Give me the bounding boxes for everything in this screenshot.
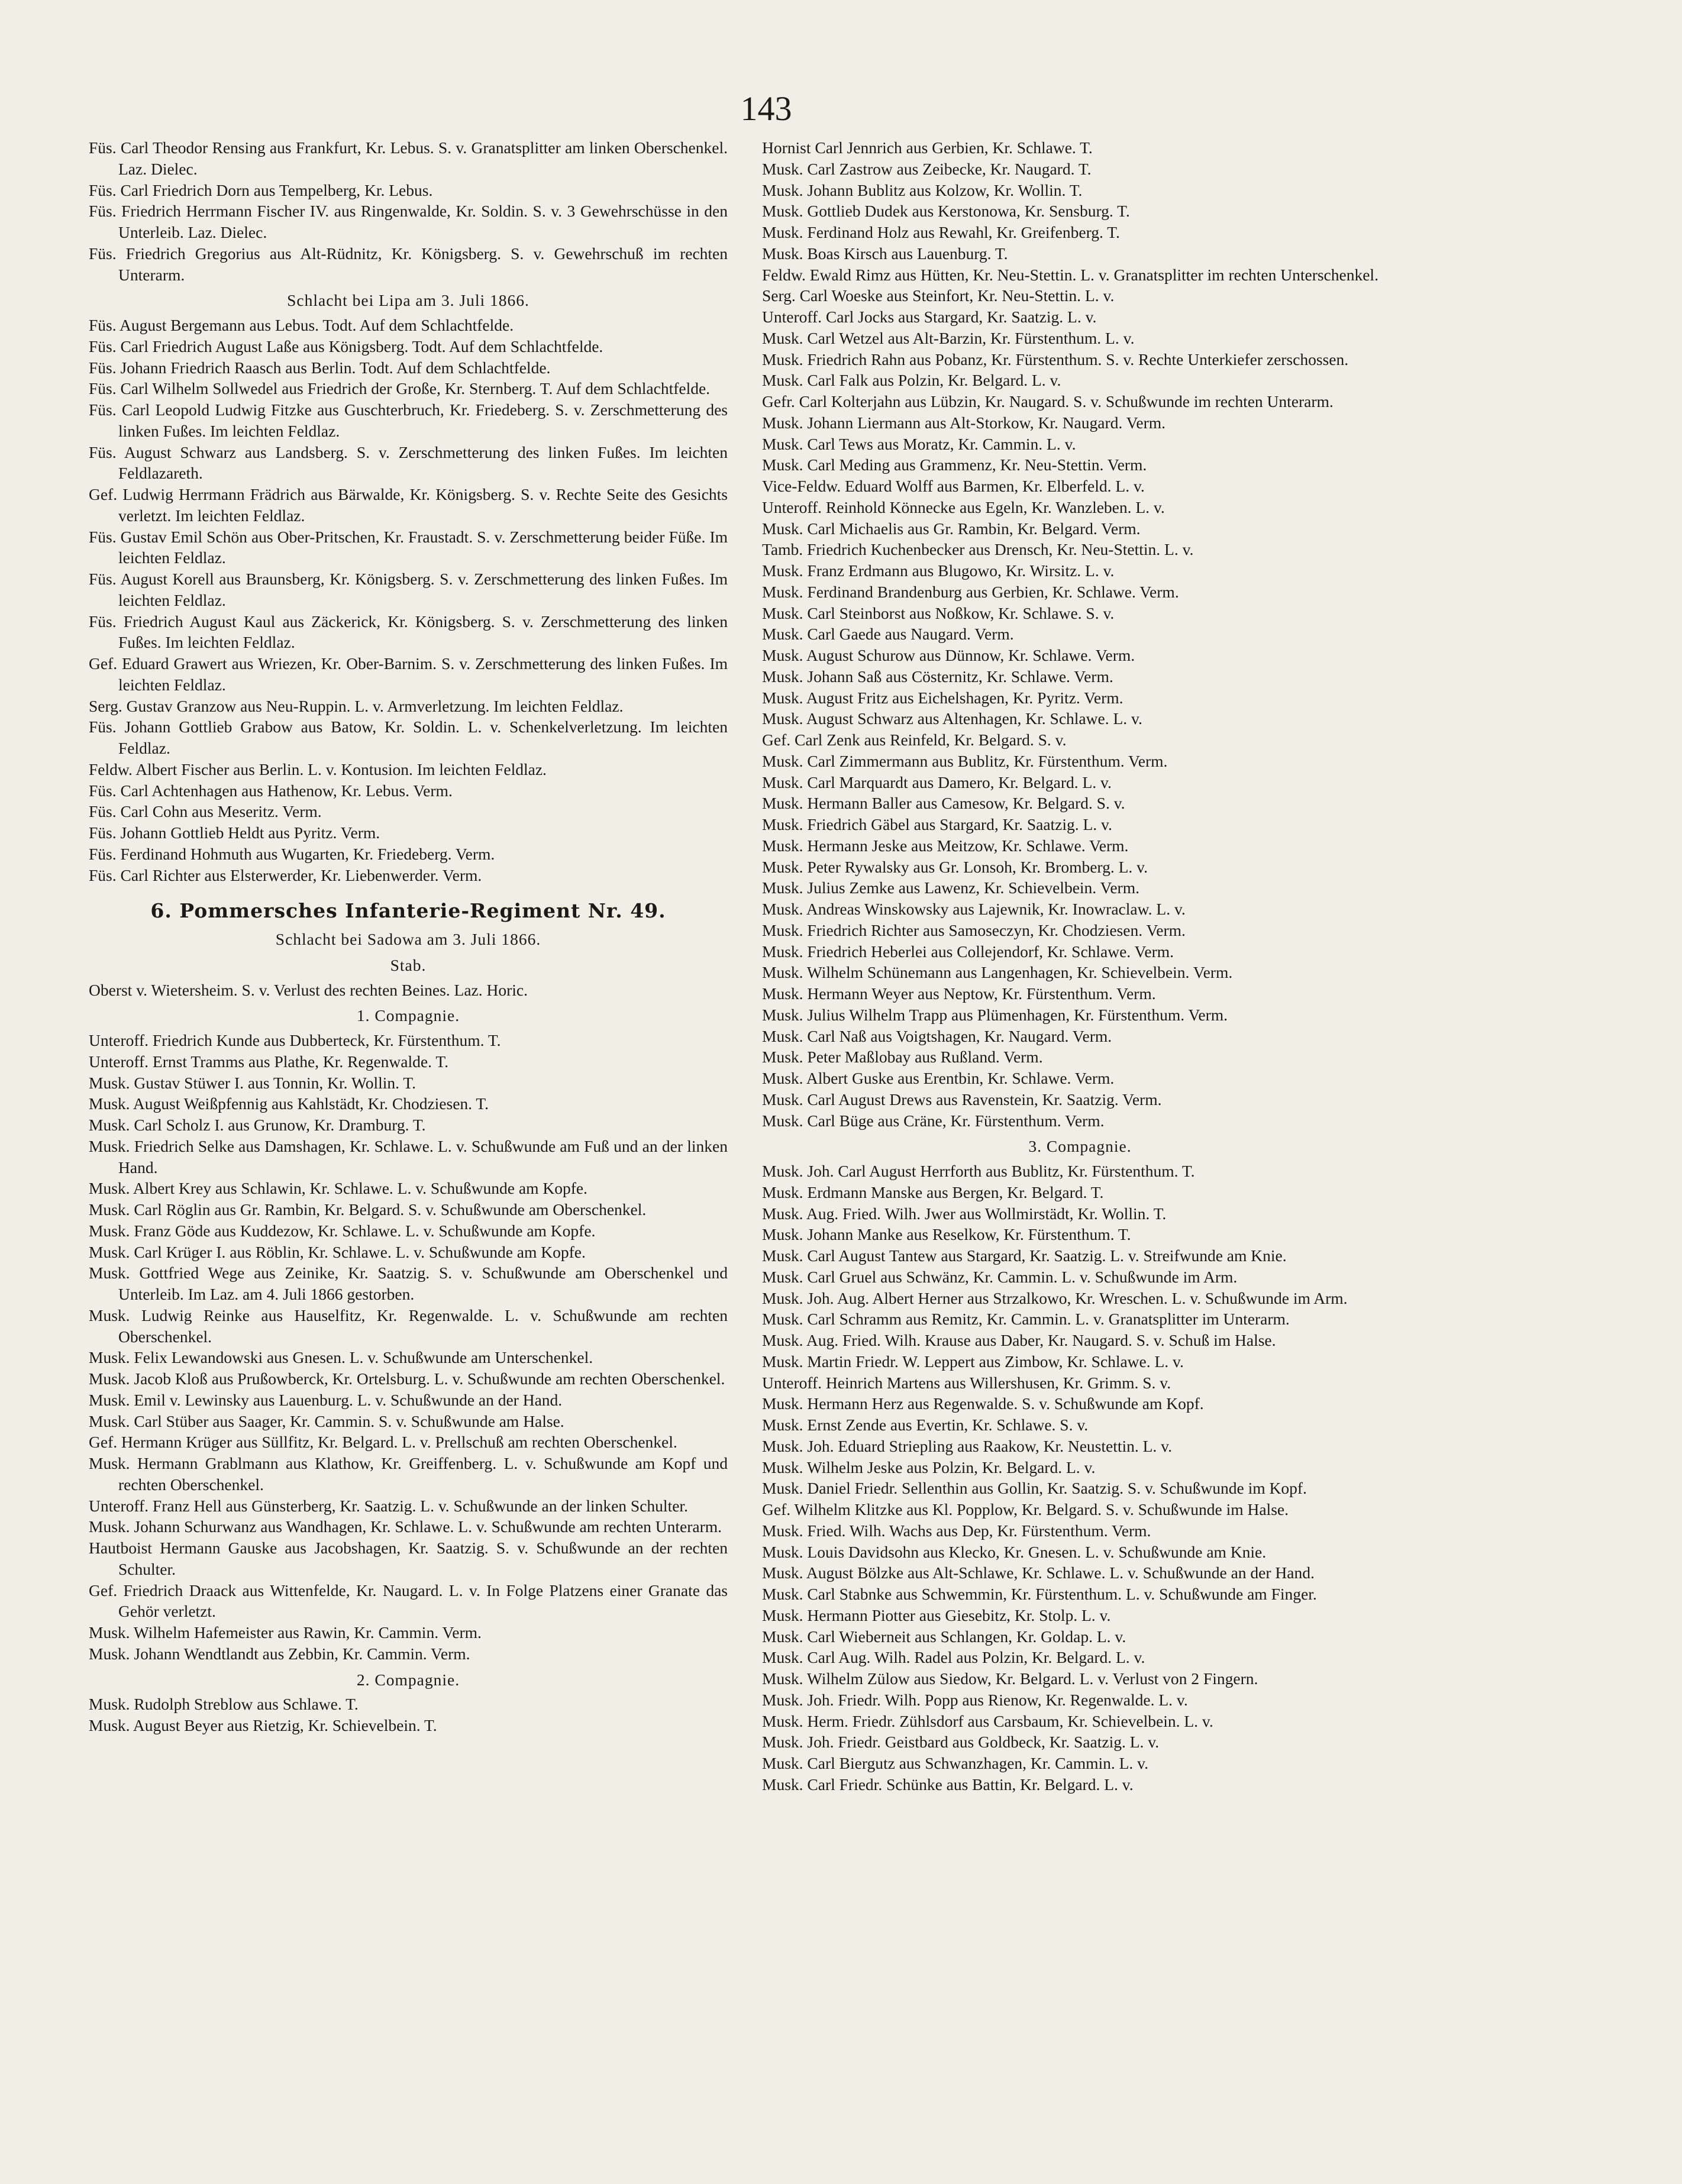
list-item: Musk. Wilhelm Jeske aus Polzin, Kr. Belgard. L. v. (762, 1458, 1096, 1477)
list-item: Musk. Friedrich Heberlei aus Collejendorf, Kr. Schlawe. Verm. (762, 942, 1174, 961)
list-item: Vice-Feldw. Eduard Wolff aus Barmen, Kr. Elberfeld. L. v. (762, 477, 1145, 495)
list-item: Musk. Carl Zastrow aus Zeibecke, Kr. Naugard. T. (762, 159, 1092, 178)
list-item: Musk. Carl Zimmermann aus Bublitz, Kr. Fürstenthum. Verm. (762, 751, 1168, 770)
list-item: Füs. Carl Cohn aus Meseritz. Verm. (89, 802, 322, 821)
list-item: Füs. Johann Gottlieb Grabow aus Batow, Kr. Soldin. L. v. Schenkelverletzung. Im leichten Feldlaz. (89, 718, 728, 757)
list-item: Musk. Carl Marquardt aus Damero, Kr. Belgard. L. v. (762, 773, 1112, 791)
list-item: Musk. Carl Scholz I. aus Grunow, Kr. Dramburg. T. (89, 1116, 426, 1135)
list-item: Musk. Wilhelm Schünemann aus Langenhagen, Kr. Schievelbein. Verm. (762, 963, 1233, 982)
list-item: Gef. Ludwig Herrmann Frädrich aus Bärwalde, Kr. Königsberg. S. v. Rechte Seite des Gesichts verletzt. Im leichten Feldlaz. (89, 485, 728, 525)
section-heading: Stab. (390, 955, 427, 974)
list-item: Musk. Herm. Friedr. Zühlsdorf aus Carsbaum, Kr. Schievelbein. L. v. (762, 1711, 1213, 1730)
list-item: Musk. Carl August Drews aus Ravenstein, Kr. Saatzig. Verm. (762, 1090, 1162, 1109)
list-item: Füs. Ferdinand Hohmuth aus Wugarten, Kr. Friedeberg. Verm. (89, 844, 495, 863)
list-item: Musk. Julius Zemke aus Lawenz, Kr. Schievelbein. Verm. (762, 878, 1139, 897)
list-item: Musk. Peter Rywalsky aus Gr. Lonsoh, Kr. Bromberg. L. v. (762, 857, 1148, 876)
list-item: Tamb. Friedrich Kuchenbecker aus Drensch, Kr. Neu-Stettin. L. v. (762, 540, 1194, 559)
list-item: Musk. Hermann Weyer aus Neptow, Kr. Fürstenthum. Verm. (762, 984, 1156, 1003)
list-item: Musk. Hermann Herz aus Regenwalde. S. v. Schußwunde am Kopf. (762, 1394, 1204, 1413)
list-item: Füs. Friedrich Herrmann Fischer IV. aus Ringenwalde, Kr. Soldin. S. v. 3 Gewehrschüsse in den Unterleib. Laz. Dielec. (89, 202, 728, 241)
section-heading: 3. Compagnie. (1028, 1137, 1132, 1156)
list-item: Hautboist Hermann Gauske aus Jacobshagen, Kr. Saatzig. S. v. Schußwunde an der rechten Schulter. (89, 1539, 728, 1578)
list-item: Musk. August Weißpfennig aus Kahlstädt, Kr. Chodziesen. T. (89, 1094, 489, 1113)
list-item: Musk. Carl Schramm aus Remitz, Kr. Cammin. L. v. Granatsplitter im Unterarm. (762, 1310, 1290, 1329)
list-item: Unteroff. Franz Hell aus Günsterberg, Kr. Saatzig. L. v. Schußwunde an der linken Schulter. (89, 1496, 688, 1515)
list-item: Unteroff. Ernst Tramms aus Plathe, Kr. Regenwalde. T. (89, 1052, 448, 1071)
list-item: Musk. Gottfried Wege aus Zeinike, Kr. Saatzig. S. v. Schußwunde am Oberschenkel und Unterleib. Im Laz. am 4. Juli 1866 gestorben. (89, 1264, 728, 1304)
section-heading: Schlacht bei Lipa am 3. Juli 1866. (287, 291, 530, 310)
list-item: Musk. Daniel Friedr. Sellenthin aus Gollin, Kr. Saatzig. S. v. Schußwunde im Kopf. (762, 1479, 1307, 1498)
list-item: Serg. Gustav Granzow aus Neu-Ruppin. L. v. Armverletzung. Im leichten Feldlaz. (89, 696, 624, 715)
list-item: Musk. Felix Lewandowski aus Gnesen. L. v. Schußwunde am Unterschenkel. (89, 1348, 593, 1367)
list-item: Musk. Carl Falk aus Polzin, Kr. Belgard. L. v. (762, 371, 1061, 390)
list-item: Füs. Johann Gottlieb Heldt aus Pyritz. Verm. (89, 823, 380, 842)
list-item: Musk. Jacob Kloß aus Prußowberck, Kr. Ortelsburg. L. v. Schußwunde am rechten Oberschenkel. (89, 1369, 725, 1388)
list-item: Füs. Carl Richter aus Elsterwerder, Kr. Liebenwerder. Verm. (89, 865, 482, 884)
right-column (762, 137, 1398, 1795)
list-item: Füs. Carl Theodor Rensing aus Frankfurt, Kr. Lebus. S. v. Granatsplitter am linken Oberschenkel. Laz. Dielec. (89, 138, 728, 178)
list-item: Musk. Johann Bublitz aus Kolzow, Kr. Wollin. T. (762, 180, 1083, 199)
list-item: Musk. Carl Krüger I. aus Röblin, Kr. Schlawe. L. v. Schußwunde am Kopfe. (89, 1242, 586, 1261)
list-item: Füs. August Korell aus Braunsberg, Kr. Königsberg. S. v. Zerschmetterung des linken Fußes. Im leichten Feldlaz. (89, 570, 728, 609)
section-heading: Schlacht bei Sadowa am 3. Juli 1866. (275, 930, 541, 949)
list-item: Unteroff. Heinrich Martens aus Willershusen, Kr. Grimm. S. v. (762, 1373, 1171, 1392)
list-item: Füs. Friedrich August Kaul aus Zäckerick, Kr. Königsberg. S. v. Zerschmetterung des linken Fußes. Im leichten Feldlaz. (89, 612, 728, 652)
list-item: Füs. Friedrich Gregorius aus Alt-Rüdnitz, Kr. Königsberg. S. v. Gewehrschuß im rechten Unterarm. (89, 244, 728, 284)
list-item: Musk. Hermann Jeske aus Meitzow, Kr. Schlawe. Verm. (762, 836, 1129, 855)
list-item: Musk. Carl Tews aus Moratz, Kr. Cammin. L. v. (762, 434, 1076, 453)
list-item: Musk. Johann Saß aus Cösternitz, Kr. Schlawe. Verm. (762, 667, 1113, 686)
list-item: Musk. Andreas Winskowsky aus Lajewnik, Kr. Inowraclaw. L. v. (762, 900, 1186, 918)
list-item: Musk. Hermann Baller aus Camesow, Kr. Belgard. S. v. (762, 794, 1125, 813)
list-item: Musk. Albert Guske aus Erentbin, Kr. Schlawe. Verm. (762, 1069, 1115, 1087)
list-item: Musk. Joh. Carl August Herrforth aus Bublitz, Kr. Fürstenthum. T. (762, 1162, 1195, 1180)
list-item: Unteroff. Friedrich Kunde aus Dubberteck, Kr. Fürstenthum. T. (89, 1031, 501, 1050)
list-item: Musk. Ferdinand Holz aus Rewahl, Kr. Greifenberg. T. (762, 223, 1120, 241)
list-item: Gef. Wilhelm Klitzke aus Kl. Popplow, Kr. Belgard. S. v. Schußwunde im Halse. (762, 1500, 1289, 1519)
list-item: Musk. Carl Biergutz aus Schwanzhagen, Kr. Cammin. L. v. (762, 1754, 1149, 1772)
list-item: Musk. Emil v. Lewinsky aus Lauenburg. L. v. Schußwunde an der Hand. (89, 1390, 563, 1409)
left-column (89, 137, 728, 1736)
list-item: Musk. Carl Naß aus Voigtshagen, Kr. Naugard. Verm. (762, 1026, 1112, 1045)
list-item: Unteroff. Carl Jocks aus Stargard, Kr. Saatzig. L. v. (762, 308, 1097, 326)
regiment-heading: 6. Pommersches Infanterie-Regiment Nr. 49. (150, 899, 666, 923)
list-item: Gef. Hermann Krüger aus Süllfitz, Kr. Belgard. L. v. Prellschuß am rechten Oberschenkel. (89, 1433, 677, 1452)
list-item: Musk. Carl Stabnke aus Schwemmin, Kr. Fürstenthum. L. v. Schußwunde am Finger. (762, 1585, 1317, 1603)
list-item: Musk. Joh. Eduard Striepling aus Raakow, Kr. Neustettin. L. v. (762, 1436, 1173, 1455)
list-item: Gef. Friedrich Draack aus Wittenfelde, Kr. Naugard. L. v. In Folge Platzens einer Granate das Gehör verletzt. (89, 1581, 728, 1621)
list-item: Musk. Wilhelm Hafemeister aus Rawin, Kr. Cammin. Verm. (89, 1623, 482, 1642)
list-item: Musk. Carl Gaede aus Naugard. Verm. (762, 625, 1014, 644)
list-item: Füs. Carl Friedrich Dorn aus Tempelberg, Kr. Lebus. (89, 180, 433, 199)
list-item: Musk. Gustav Stüwer I. aus Tonnin, Kr. Wollin. T. (89, 1073, 416, 1092)
list-item: Musk. Johann Schurwanz aus Wandhagen, Kr. Schlawe. L. v. Schußwunde am rechten Unterarm. (89, 1517, 722, 1536)
list-item: Füs. Carl Achtenhagen aus Hathenow, Kr. Lebus. Verm. (89, 781, 453, 800)
list-item: Musk. Friedrich Selke aus Damshagen, Kr. Schlawe. L. v. Schußwunde am Fuß und an der linken Hand. (89, 1136, 728, 1177)
list-item: Musk. Boas Kirsch aus Lauenburg. T. (762, 244, 1008, 263)
list-item: Musk. Joh. Friedr. Geistbard aus Goldbeck, Kr. Saatzig. L. v. (762, 1733, 1160, 1752)
list-item: Musk. Ludwig Reinke aus Hauselfitz, Kr. Regenwalde. L. v. Schußwunde am rechten Oberschenkel. (89, 1306, 728, 1346)
list-item: Gefr. Carl Kolterjahn aus Lübzin, Kr. Naugard. S. v. Schußwunde im rechten Unterarm. (762, 392, 1334, 411)
list-item: Musk. Julius Wilhelm Trapp aus Plümenhagen, Kr. Fürstenthum. Verm. (762, 1005, 1228, 1024)
list-item: Feldw. Ewald Rimz aus Hütten, Kr. Neu-Stettin. L. v. Granatsplitter im rechten Unterschenkel. (762, 265, 1378, 284)
list-item: Musk. Carl Gruel aus Schwänz, Kr. Cammin. L. v. Schußwunde im Arm. (762, 1267, 1238, 1286)
list-item: Musk. Hermann Piotter aus Giesebitz, Kr. Stolp. L. v. (762, 1605, 1111, 1624)
list-item: Musk. Johann Liermann aus Alt-Storkow, Kr. Naugard. Verm. (762, 413, 1166, 432)
list-item: Musk. Johann Wendtlandt aus Zebbin, Kr. Cammin. Verm. (89, 1644, 470, 1663)
list-item: Musk. Wilhelm Zülow aus Siedow, Kr. Belgard. L. v. Verlust von 2 Fingern. (762, 1669, 1258, 1688)
list-item: Musk. Ernst Zende aus Evertin, Kr. Schlawe. S. v. (762, 1416, 1089, 1434)
section-heading: 2. Compagnie. (356, 1670, 460, 1689)
list-item: Musk. Friedrich Gäbel aus Stargard, Kr. Saatzig. L. v. (762, 815, 1112, 833)
list-item: Musk. Friedrich Rahn aus Pobanz, Kr. Fürstenthum. S. v. Rechte Unterkiefer zerschossen. (762, 350, 1349, 369)
list-item: Musk. Friedrich Richter aus Samoseczyn, Kr. Chodziesen. Verm. (762, 920, 1186, 939)
list-item: Serg. Carl Woeske aus Steinfort, Kr. Neu-Stettin. L. v. (762, 286, 1115, 305)
list-item: Füs. August Schwarz aus Landsberg. S. v. Zerschmetterung des linken Fußes. Im leichten Feldlazareth. (89, 442, 728, 483)
list-item: Musk. Martin Friedr. W. Leppert aus Zimbow, Kr. Schlawe. L. v. (762, 1352, 1184, 1371)
list-item: Musk. August Schurow aus Dünnow, Kr. Schlawe. Verm. (762, 646, 1135, 664)
list-item: Musk. Erdmann Manske aus Bergen, Kr. Belgard. T. (762, 1183, 1104, 1201)
list-item: Musk. Carl Röglin aus Gr. Rambin, Kr. Belgard. S. v. Schußwunde am Oberschenkel. (89, 1200, 647, 1219)
list-item: Musk. Rudolph Streblow aus Schlawe. T. (89, 1695, 359, 1714)
list-item: Musk. Hermann Grablmann aus Klathow, Kr. Greiffenberg. L. v. Schußwunde am Kopf und rechten Oberschenkel. (89, 1454, 728, 1494)
list-item: Musk. Carl Büge aus Cräne, Kr. Fürstenthum. Verm. (762, 1111, 1105, 1130)
list-item: Musk. August Schwarz aus Altenhagen, Kr. Schlawe. L. v. (762, 709, 1142, 728)
list-item: Musk. Carl Wieberneit aus Schlangen, Kr. Goldap. L. v. (762, 1627, 1126, 1646)
list-item: Oberst v. Wietersheim. S. v. Verlust des rechten Beines. Laz. Horic. (89, 980, 528, 999)
list-item: Hornist Carl Jennrich aus Gerbien, Kr. Schlawe. T. (762, 138, 1093, 157)
list-item: Musk. August Fritz aus Eichelshagen, Kr. Pyritz. Verm. (762, 688, 1124, 707)
list-item: Musk. Peter Maßlobay aus Rußland. Verm. (762, 1048, 1043, 1067)
list-item: Musk. Gottlieb Dudek aus Kerstonowa, Kr. Sensburg. T. (762, 202, 1130, 221)
list-item: Musk. Franz Göde aus Kuddezow, Kr. Schlawe. L. v. Schußwunde am Kopfe. (89, 1221, 596, 1240)
page-number: 143 (740, 89, 792, 128)
list-item: Musk. Carl Wetzel aus Alt-Barzin, Kr. Fürstenthum. L. v. (762, 328, 1135, 347)
list-item: Musk. Aug. Fried. Wilh. Krause aus Daber, Kr. Naugard. S. v. Schuß im Halse. (762, 1331, 1276, 1349)
list-item: Füs. August Bergemann aus Lebus. Todt. Auf dem Schlachtfelde. (89, 316, 514, 334)
list-item: Musk. Carl Friedr. Schünke aus Battin, Kr. Belgard. L. v. (762, 1775, 1134, 1794)
list-item: Musk. August Beyer aus Rietzig, Kr. Schievelbein. T. (89, 1716, 437, 1735)
list-item: Füs. Carl Leopold Ludwig Fitzke aus Guschterbruch, Kr. Friedeberg. S. v. Zerschmetterung des linken Fußes. Im leichten Feldlaz. (89, 400, 728, 440)
list-item: Gef. Carl Zenk aus Reinfeld, Kr. Belgard. S. v. (762, 731, 1067, 749)
list-item: Unteroff. Reinhold Könnecke aus Egeln, Kr. Wanzleben. L. v. (762, 497, 1165, 516)
list-item: Musk. Ferdinand Brandenburg aus Gerbien, Kr. Schlawe. Verm. (762, 582, 1179, 601)
list-item: Musk. Johann Manke aus Reselkow, Kr. Fürstenthum. T. (762, 1225, 1131, 1244)
list-item: Musk. Albert Krey aus Schlawin, Kr. Schlawe. L. v. Schußwunde am Kopfe. (89, 1179, 587, 1198)
list-item: Musk. Aug. Fried. Wilh. Jwer aus Wollmirstädt, Kr. Wollin. T. (762, 1204, 1167, 1223)
list-item: Musk. Joh. Friedr. Wilh. Popp aus Rienow, Kr. Regenwalde. L. v. (762, 1690, 1188, 1709)
list-item: Füs. Gustav Emil Schön aus Ober-Pritschen, Kr. Fraustadt. S. v. Zerschmetterung beider Füße. Im leichten Feldlaz. (89, 527, 728, 567)
list-item: Feldw. Albert Fischer aus Berlin. L. v. Kontusion. Im leichten Feldlaz. (89, 760, 547, 778)
list-item: Füs. Carl Friedrich August Laße aus Königsberg. Todt. Auf dem Schlachtfelde. (89, 337, 603, 356)
list-item: Musk. Franz Erdmann aus Blugowo, Kr. Wirsitz. L. v. (762, 561, 1115, 580)
list-item: Musk. Carl Michaelis aus Gr. Rambin, Kr. Belgard. Verm. (762, 519, 1141, 538)
list-item: Musk. August Bölzke aus Alt-Schlawe, Kr. Schlawe. L. v. Schußwunde an der Hand. (762, 1563, 1315, 1582)
section-heading: 1. Compagnie. (356, 1006, 460, 1025)
list-item: Musk. Louis Davidsohn aus Klecko, Kr. Gnesen. L. v. Schußwunde am Knie. (762, 1542, 1267, 1561)
list-item: Musk. Carl Aug. Wilh. Radel aus Polzin, Kr. Belgard. L. v. (762, 1648, 1145, 1667)
list-item: Musk. Joh. Aug. Albert Herner aus Strzalkowo, Kr. Wreschen. L. v. Schußwunde im Arm. (762, 1288, 1348, 1307)
list-item: Musk. Carl Meding aus Grammenz, Kr. Neu-Stettin. Verm. (762, 455, 1147, 474)
list-item: Musk. Fried. Wilh. Wachs aus Dep, Kr. Fürstenthum. Verm. (762, 1521, 1151, 1540)
list-item: Gef. Eduard Grawert aus Wriezen, Kr. Ober-Barnim. S. v. Zerschmetterung des linken Fußes. Im leichten Feldlaz. (89, 654, 728, 694)
list-item: Füs. Carl Wilhelm Sollwedel aus Friedrich der Große, Kr. Sternberg. T. Auf dem Schlachtfelde. (89, 379, 711, 398)
list-item: Musk. Carl Stüber aus Saager, Kr. Cammin. S. v. Schußwunde am Halse. (89, 1411, 564, 1430)
list-item: Musk. Carl August Tantew aus Stargard, Kr. Saatzig. L. v. Streifwunde am Knie. (762, 1246, 1287, 1265)
list-item: Füs. Johann Friedrich Raasch aus Berlin. Todt. Auf dem Schlachtfelde. (89, 358, 551, 377)
list-item: Musk. Carl Steinborst aus Noßkow, Kr. Schlawe. S. v. (762, 603, 1115, 622)
